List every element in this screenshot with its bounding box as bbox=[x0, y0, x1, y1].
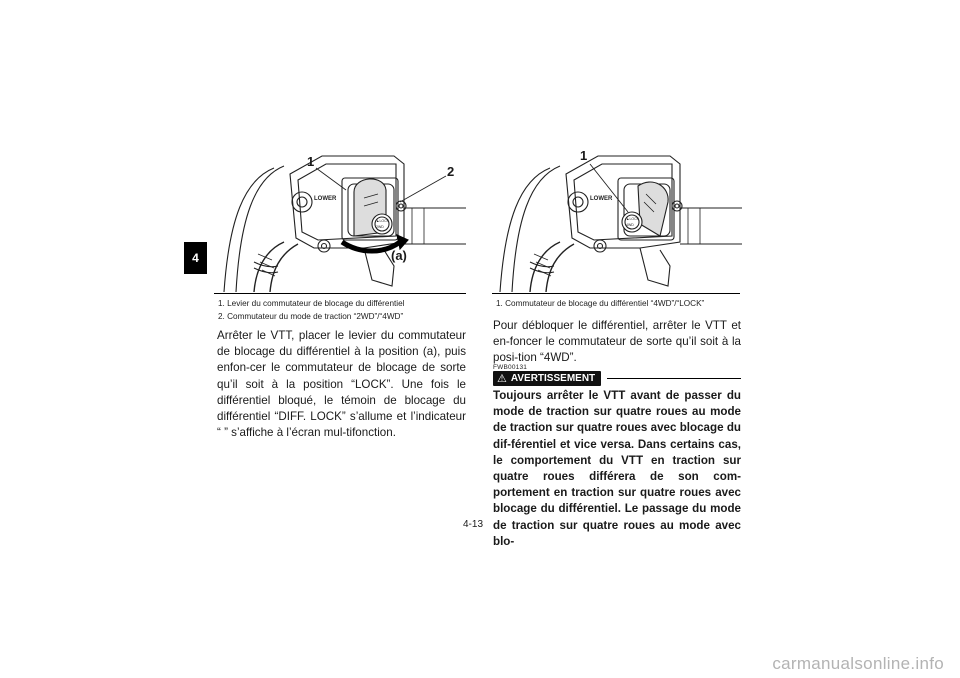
right-paragraph: Pour débloquer le différentiel, arrêter le VTT et en-foncer le commutateur de sorte qu’il soit à la posi-tion “4WD”. bbox=[493, 319, 741, 365]
right-caption-list bbox=[496, 297, 704, 310]
svg-text:▲LOCK: ▲LOCK bbox=[626, 217, 639, 221]
warning-triangle-icon: ⚠ bbox=[497, 373, 507, 385]
warning-text: Toujours arrêter le VTT avant de passer du mode de traction sur quatre roues au mode de traction sur quatre roues avec blocage du dif-férentiel et vice versa. Dans certains cas, le comportement du VTT en traction sur quatre roues différera de son com-portement en traction sur quatre roues avec blocage du différentiel. Le passage du mode de traction sur quatre roues au mode avec blo- bbox=[493, 389, 741, 548]
left-lock-text: ▲LOCK bbox=[376, 219, 389, 223]
left-caption-1: 1. Levier du commutateur de blocage du différentiel bbox=[218, 299, 405, 308]
warning-code: FWB00131 bbox=[493, 364, 528, 371]
warning-badge-label: AVERTISSEMENT bbox=[510, 373, 596, 384]
watermark: carmanualsonline.info bbox=[772, 654, 944, 673]
right-figure-rule bbox=[492, 293, 740, 294]
svg-text:2WD: 2WD bbox=[376, 225, 384, 229]
chapter-tab: 4 bbox=[184, 242, 207, 274]
left-callout-2: 2 bbox=[447, 164, 455, 179]
left-callout-a: (a) bbox=[391, 248, 407, 263]
left-caption-2: 2. Commutateur du mode de traction “2WD”/“4WD” bbox=[218, 312, 404, 321]
right-figure bbox=[492, 150, 742, 292]
svg-text:LOWER: LOWER bbox=[590, 196, 613, 202]
svg-text:LOWER: LOWER bbox=[314, 196, 337, 202]
left-caption-list bbox=[218, 297, 404, 323]
left-figure-rule bbox=[214, 293, 466, 294]
right-callout-1: 1 bbox=[580, 148, 588, 163]
warning-rule bbox=[607, 378, 741, 379]
warning-badge bbox=[493, 371, 601, 386]
left-paragraph: Arrêter le VTT, placer le levier du commutateur de blocage du différentiel à la position (a), puis enfon-cer le commutateur de blocage de sorte qu’il soit à la position “LOCK”. Une fois le différentiel bloqué, le témoin de blocage du différentiel “DIFF. LOCK” s’allume et l’indicateur “ ” s’affiche à l’écran mul-tifonction. bbox=[217, 329, 466, 440]
page-number: 4-13 bbox=[463, 519, 484, 530]
svg-text:4WD: 4WD bbox=[626, 223, 634, 227]
right-caption-1: 1. Commutateur de blocage du différentiel “4WD”/“LOCK” bbox=[496, 299, 705, 308]
left-figure bbox=[214, 150, 466, 292]
warning-header bbox=[493, 371, 741, 386]
left-callout-1: 1 bbox=[307, 154, 315, 169]
